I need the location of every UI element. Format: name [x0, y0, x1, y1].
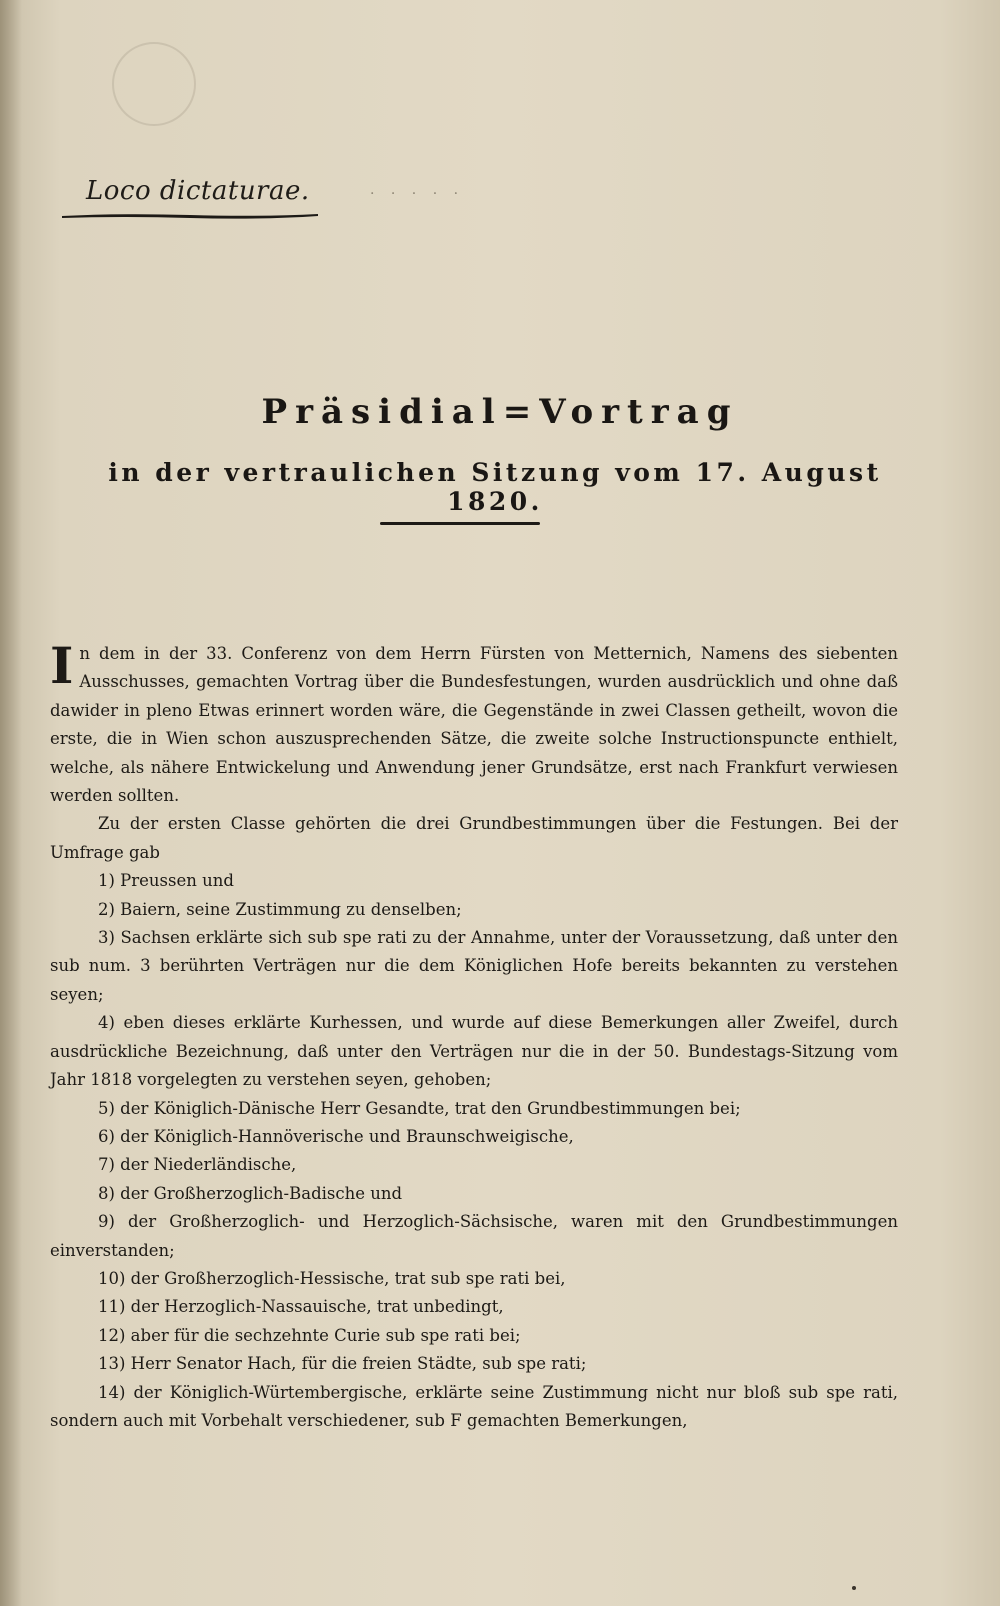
list-item: 9) der Großherzoglich- und Herzoglich-Sächsische, waren mit den Grundbestimmungen einverstanden;	[50, 1212, 898, 1260]
drop-cap: I	[50, 636, 74, 695]
title-rule	[380, 522, 540, 525]
document-subtitle: in der vertraulichen Sitzung vom 17. August 1820.	[108, 458, 882, 516]
intro-text: n dem in der 33. Conferenz von dem Herrn Fürsten von Metternich, Namens des siebenten Ausschusses, gemachten Vortrag über die Bundesfestungen, wurden ausdrücklich und ohne daß dawider in pleno Etwas erinnert worden wäre, die Gegenstände in zwei Classen getheilt, wovon die erste, die in Wien schon auszusprechenden Sätze, die zweite solche Instructionspuncte enthielt, welche, als nähere Entwickelung und Anwendung jener Grundsätze, erst nach Frankfurt verwiesen werden sollten.	[50, 644, 898, 806]
paragraph-2: Zu der ersten Classe gehörten die drei Grundbestimmungen über die Festungen. Bei der Umfrage gab	[50, 814, 898, 862]
list-item: 3) Sachsen erklärte sich sub spe rati zu der Annahme, unter der Voraussetzung, daß unter den sub num. 3 berührten Verträgen nur die dem Königlichen Hofe bereits bekannten zu verstehen seyen;	[50, 928, 898, 1004]
list-item: 2) Baiern, seine Zustimmung zu denselben;	[98, 899, 462, 919]
list-item: 7) der Niederländische,	[98, 1155, 297, 1175]
body-text	[50, 636, 898, 1435]
ink-dot	[852, 1586, 856, 1590]
list-item: 11) der Herzoglich-Nassauische, trat unbedingt,	[98, 1297, 504, 1317]
list-item: 8) der Großherzoglich-Badische und	[98, 1183, 403, 1203]
list-item: 12) aber für die sechzehnte Curie sub spe rati bei;	[98, 1325, 521, 1345]
list-item: 13) Herr Senator Hach, für die freien Städte, sub spe rati;	[98, 1354, 587, 1374]
list-item: 4) eben dieses erklärte Kurhessen, und wurde auf diese Bemerkungen aller Zweifel, durch ausdrückliche Bezeichnung, daß unter den Verträgen nur die in der 50. Bundestags-Sitzung vom Jahr 1818 vorgelegten zu verstehen seyen, gehoben;	[50, 1013, 898, 1090]
list-item: 6) der Königlich-Hannöverische und Braunschweigische,	[98, 1126, 574, 1146]
document-title: Präsidial=Vortrag	[261, 392, 739, 432]
header-underline	[60, 212, 320, 220]
list-item: 5) der Königlich-Dänische Herr Gesandte, trat den Grundbestimmungen bei;	[98, 1098, 741, 1118]
binding-shadow	[0, 0, 22, 1606]
intro-paragraph	[50, 636, 898, 810]
list-item: 10) der Großherzoglich-Hessische, trat sub spe rati bei,	[98, 1268, 566, 1288]
faint-marks: · · · · ·	[370, 186, 465, 202]
list-item: 14) der Königlich-Würtembergische, erklärte seine Zustimmung nicht nur bloß sub spe rati, sondern auch mit Vorbehalt verschiedener, sub F gemachten Bemerkungen,	[50, 1382, 898, 1430]
header-note: Loco dictaturae.	[86, 176, 310, 206]
library-stamp	[112, 42, 196, 126]
list-item: 1) Preussen und	[98, 871, 234, 891]
